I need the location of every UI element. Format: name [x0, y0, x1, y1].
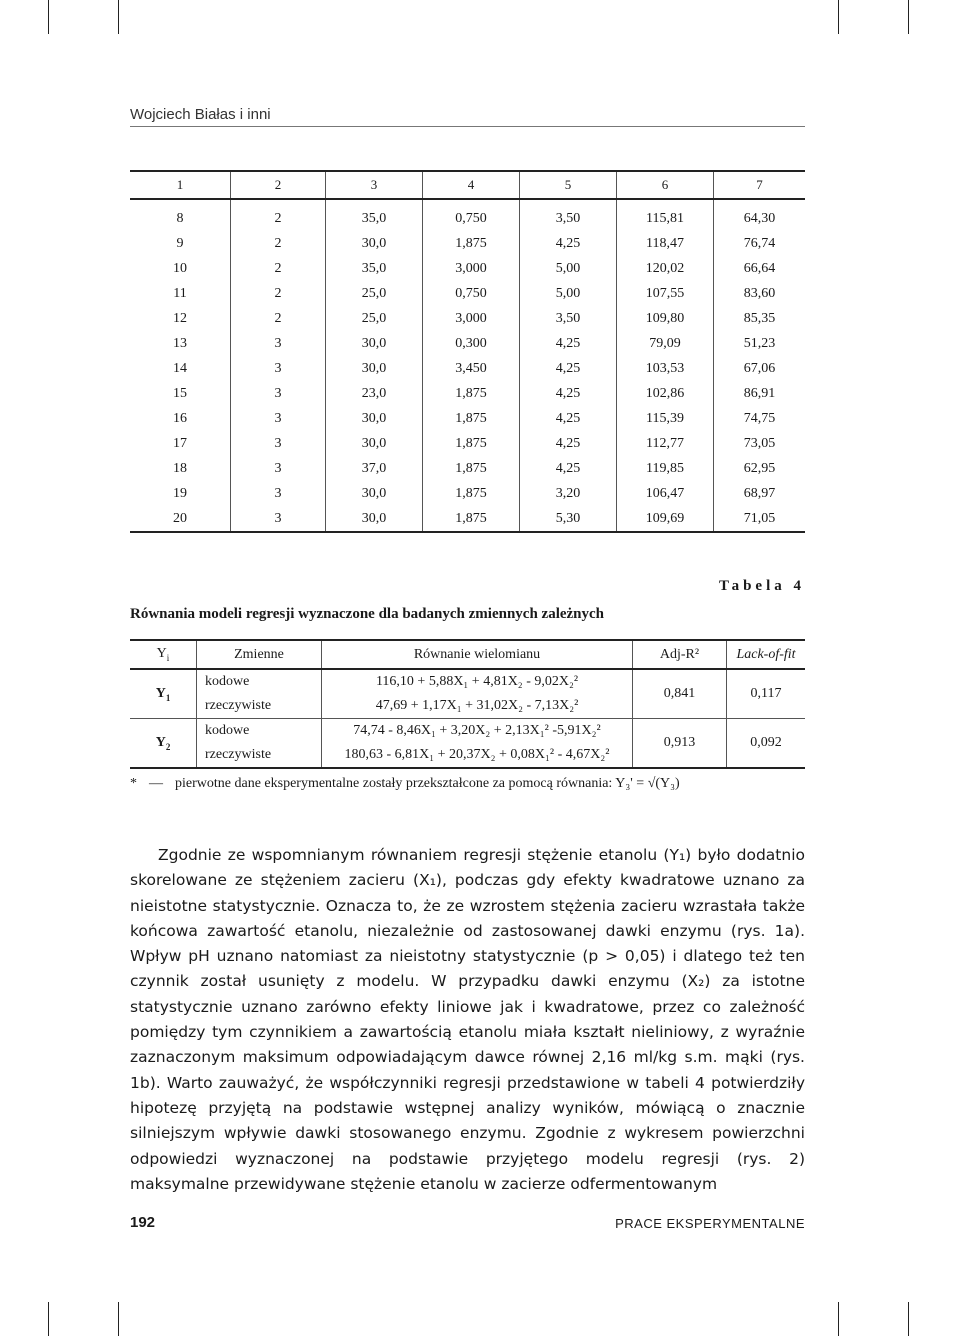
variable-type: rzeczywiste [197, 694, 322, 719]
table-cell: 120,02 [617, 256, 714, 281]
crop-mark [118, 1302, 119, 1336]
header-yi: $Y_i$ [156, 646, 170, 663]
table-cell: 103,53 [617, 356, 714, 381]
column-header: 5 [520, 171, 617, 199]
table-cell: 3,000 [423, 306, 520, 331]
header-zmienne: Zmienne [197, 640, 322, 669]
table-cell: 17 [173, 435, 187, 451]
table-cell: 68,97 [714, 481, 806, 506]
table-header-row [130, 171, 805, 199]
table-row [130, 431, 805, 456]
table-row [130, 669, 805, 694]
table-cell: 102,86 [617, 381, 714, 406]
crop-mark [908, 0, 909, 34]
regression-table [130, 639, 805, 769]
table-row [130, 506, 805, 532]
footnote-text: pierwotne dane eksperymentalne zostały przekształcone za pomocą równania: Y₃' = √(Y₃) [175, 776, 680, 791]
table-cell: 30,0 [326, 356, 423, 381]
equation: 116,10 + 5,88X₁ + 4,81X₂ - 9,02X₂² [322, 669, 633, 694]
lack-of-fit-value: 0,092 [727, 719, 806, 769]
table-cell: 79,09 [617, 331, 714, 356]
table-cell: 3 [231, 356, 326, 381]
table-cell: 30,0 [326, 331, 423, 356]
table-cell: 3 [231, 331, 326, 356]
table-cell: 106,47 [617, 481, 714, 506]
table-cell: 3 [231, 506, 326, 532]
table-cell: 115,81 [617, 199, 714, 231]
table-row [130, 331, 805, 356]
table-cell: 5,00 [520, 256, 617, 281]
variable-type: rzeczywiste [197, 743, 322, 768]
table-cell: 0,750 [423, 281, 520, 306]
table-cell: 83,60 [714, 281, 806, 306]
table-cell: 35,0 [326, 199, 423, 231]
section-name: PRACE EKSPERYMENTALNE [615, 1216, 805, 1231]
column-header: 4 [423, 171, 520, 199]
table-row [130, 231, 805, 256]
table-cell: 3,450 [423, 356, 520, 381]
table-cell: 2 [231, 281, 326, 306]
table-footnote [130, 776, 680, 792]
y1-label: $Y_1$ [130, 669, 197, 719]
table-cell: 66,64 [714, 256, 806, 281]
table-cell: 1,875 [423, 431, 520, 456]
table-cell: 18 [173, 460, 187, 476]
crop-mark [48, 0, 49, 34]
table-cell: 67,06 [714, 356, 806, 381]
body-text [130, 843, 805, 1197]
table-cell: 118,47 [617, 231, 714, 256]
table-cell: 5,30 [520, 506, 617, 532]
table-cell: 2 [231, 199, 326, 231]
table-cell: 2 [231, 256, 326, 281]
table-cell: 62,95 [714, 456, 806, 481]
table-cell: 64,30 [714, 199, 806, 231]
column-header: 3 [326, 171, 423, 199]
paragraph: Zgodnie ze wspomnianym równaniem regresji stężenie etanolu (Y₁) było dodatnio skorelowane ze stężeniem zacieru (X₁), podczas gdy efekty kwadratowe uznano za nieistotne statystycznie. Oznacza to, że ze wzrostem stężenia zacieru wzrastała także końcowa zawartość etanolu, niezależnie od zastosowanej dawki enzymu (rys. 1a). Wpływ pH uznano natomiast za nieistotny statystycznie (p > 0,05) i dlatego też ten czynnik został usunięty z modelu. W przypadku dawki enzymu (X₂) za istotne statystycznie uznano zarówno efekty liniowe jak i kwadratowe, przez co zależność pomiędzy tym czynnikiem a zawartością etanolu miała kształt nieliniowy, z wyraźnie zaznaczonym maksimum odpowiadającym dawce równej 2,16 ml/kg s.m. mąki (rys. 1b). Warto zauważyć, że współczynniki regresji przedstawione w tabeli 4 potwierdziły hipotezę przyjętą na podstawie wstępnej analizy wyników, mówiącą o znacznie silniejszym wpływie dawki stosowanego enzymu. Zgodnie z wykresem powierzchni odpowiedzi wyznaczonej na podstawie przyjętego modelu regresji (rys. 2) maksymalne przewidywane stężenie etanolu w zacierze odfermentowanym [130, 846, 805, 1193]
table-cell: 2 [231, 306, 326, 331]
table-cell: 4,25 [520, 431, 617, 456]
table-cell: 30,0 [326, 481, 423, 506]
table-cell: 11 [173, 285, 187, 301]
table-cell: 3,20 [520, 481, 617, 506]
table-cell: 109,69 [617, 506, 714, 532]
table-row [130, 281, 805, 306]
table-cell: 71,05 [714, 506, 806, 532]
table-cell: 1,875 [423, 506, 520, 532]
table-cell: 10 [173, 260, 187, 276]
adj-r2-value: 0,913 [633, 719, 727, 769]
table-cell: 4,25 [520, 456, 617, 481]
table-row [130, 406, 805, 431]
table-row [130, 719, 805, 744]
table-cell: 112,77 [617, 431, 714, 456]
table-cell: 8 [176, 210, 184, 226]
table-cell: 109,80 [617, 306, 714, 331]
crop-mark [118, 0, 119, 34]
table-cell: 30,0 [326, 406, 423, 431]
equation: 47,69 + 1,17X₁ + 31,02X₂ - 7,13X₂² [322, 694, 633, 719]
table-cell: 20 [130, 506, 231, 532]
equation: 74,74 - 8,46X₁ + 3,20X₂ + 2,13X₁² -5,91X₂² [322, 719, 633, 744]
variable-type: kodowe [197, 669, 322, 694]
table-cell: 51,23 [714, 331, 806, 356]
table-cell: 115,39 [617, 406, 714, 431]
table-row [130, 256, 805, 281]
table-cell: 15 [173, 385, 187, 401]
lack-of-fit-value: 0,117 [727, 669, 806, 719]
table-cell: 3 [231, 431, 326, 456]
table-cell: 3 [231, 481, 326, 506]
table-cell: 74,75 [714, 406, 806, 431]
table-cell: 30,0 [326, 506, 423, 532]
table-row [130, 456, 805, 481]
running-head: Wojciech Białas i inni [130, 106, 271, 123]
table-cell: 16 [173, 410, 187, 426]
table-cell: 1,875 [423, 381, 520, 406]
table-cell: 3,000 [423, 256, 520, 281]
table-cell: 119,85 [617, 456, 714, 481]
variable-type: kodowe [197, 719, 322, 744]
table-cell: 1,875 [423, 231, 520, 256]
adj-r2-value: 0,841 [633, 669, 727, 719]
table-row [130, 199, 805, 231]
table-cell: 107,55 [617, 281, 714, 306]
table-cell: 25,0 [326, 281, 423, 306]
crop-mark [838, 0, 839, 34]
table-cell: 3,50 [520, 199, 617, 231]
table-cell: 4,25 [520, 331, 617, 356]
table-cell: 85,35 [714, 306, 806, 331]
table-cell: 0,750 [423, 199, 520, 231]
footnote-marker: * [130, 776, 137, 791]
table-cell: 9 [176, 235, 184, 251]
table-cell: 23,0 [326, 381, 423, 406]
table-cell: 1,875 [423, 406, 520, 431]
column-header: 2 [231, 171, 326, 199]
table-cell: 4,25 [520, 356, 617, 381]
crop-mark [908, 1302, 909, 1336]
footnote-dash: — [149, 776, 163, 791]
column-header: 6 [617, 171, 714, 199]
table-cell: 4,25 [520, 406, 617, 431]
table-row [130, 306, 805, 331]
table-cell: 3,50 [520, 306, 617, 331]
table-row [130, 356, 805, 381]
table-cell: 14 [173, 360, 187, 376]
table-cell: 3 [231, 456, 326, 481]
header-lack-of-fit: Lack-of-fit [727, 640, 806, 669]
table-cell: 30,0 [326, 231, 423, 256]
table-cell: 1,875 [423, 456, 520, 481]
table-cell: 25,0 [326, 306, 423, 331]
table-cell: 5,00 [520, 281, 617, 306]
table-cell: 4,25 [520, 381, 617, 406]
column-header: 1 [176, 177, 184, 192]
table-cell: 3 [231, 406, 326, 431]
data-table [130, 170, 805, 533]
table-body [130, 199, 805, 532]
table-cell: 35,0 [326, 256, 423, 281]
table-row [130, 381, 805, 406]
equation: 180,63 - 6,81X₁ + 20,37X₂ + 0,08X₁² - 4,67X₂² [322, 743, 633, 768]
table-cell: 76,74 [714, 231, 806, 256]
header-rownanie: Równanie wielomianu [322, 640, 633, 669]
table-label: Tabela 4 [718, 578, 805, 594]
column-header: 7 [714, 171, 806, 199]
crop-mark [838, 1302, 839, 1336]
table-row [130, 481, 805, 506]
table-header-row [130, 640, 805, 669]
page-number: 192 [130, 1214, 156, 1231]
table-cell: 37,0 [326, 456, 423, 481]
table-cell: 13 [173, 335, 187, 351]
table-cell: 30,0 [326, 431, 423, 456]
table-caption: Równania modeli regresji wyznaczone dla badanych zmiennych zależnych [130, 606, 605, 622]
table-cell: 73,05 [714, 431, 806, 456]
table-cell: 2 [231, 231, 326, 256]
table-cell: 3 [231, 381, 326, 406]
crop-mark [48, 1302, 49, 1336]
table-cell: 86,91 [714, 381, 806, 406]
y2-label: $Y_2$ [130, 719, 197, 769]
table-cell: 1,875 [423, 481, 520, 506]
table-cell: 19 [173, 485, 187, 501]
header-rule [130, 126, 805, 127]
header-adj-r2: Adj-R² [633, 640, 727, 669]
table-cell: 0,300 [423, 331, 520, 356]
table-cell: 4,25 [520, 231, 617, 256]
table-cell: 12 [173, 310, 187, 326]
